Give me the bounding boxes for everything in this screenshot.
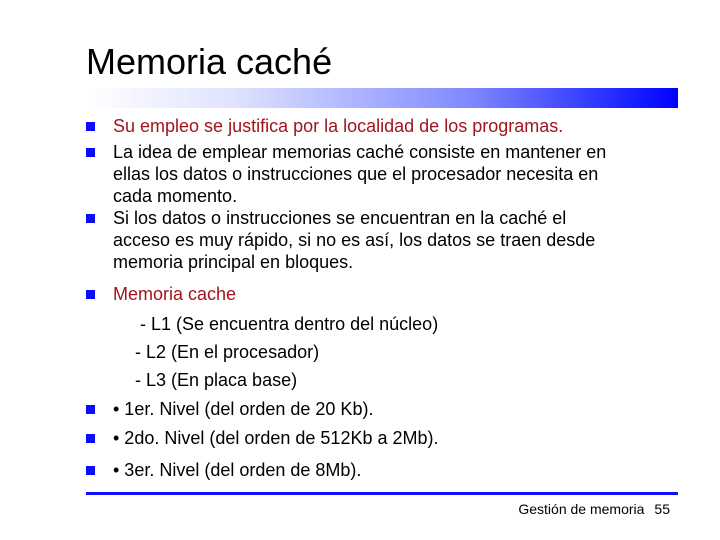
bullet-item-nivel-2: • 2do. Nivel (del orden de 512Kb a 2Mb). bbox=[113, 428, 439, 448]
bullet-item-nivel-1: • 1er. Nivel (del orden de 20 Kb). bbox=[113, 399, 374, 419]
sub-item-l3: - L3 (En placa base) bbox=[135, 370, 298, 390]
bullet-item-acceso-line-1: Si los datos o instrucciones se encuentran en la caché el bbox=[113, 208, 567, 228]
bullet-square-icon bbox=[86, 466, 95, 475]
bullet-square-icon bbox=[86, 214, 95, 223]
footer-text: Gestión de memoria bbox=[518, 501, 645, 517]
bullet-item-acceso-line-3: memoria principal en bloques. bbox=[113, 252, 354, 272]
bullet-square-icon bbox=[86, 290, 95, 299]
sub-item-l1: - L1 (Se encuentra dentro del núcleo) bbox=[140, 314, 439, 334]
bullet-item-idea-line-3: cada momento. bbox=[113, 186, 238, 206]
bullet-square-icon bbox=[86, 434, 95, 443]
bullet-item-nivel-3: • 3er. Nivel (del orden de 8Mb). bbox=[113, 460, 362, 480]
bullet-item-acceso-line-2: acceso es muy rápido, si no es así, los datos se traen desde bbox=[113, 230, 596, 250]
footer-rule bbox=[86, 492, 678, 495]
bullet-item-idea-line-2: ellas los datos o instrucciones que el procesador necesita en bbox=[113, 164, 599, 184]
sub-item-l2: - L2 (En el procesador) bbox=[135, 342, 320, 362]
title-gradient-bar bbox=[86, 88, 678, 108]
bullet-item-memoria-cache: Memoria cache bbox=[113, 284, 237, 304]
bullet-square-icon bbox=[86, 122, 95, 131]
bullet-square-icon bbox=[86, 405, 95, 414]
bullet-square-icon bbox=[86, 148, 95, 157]
bullet-item-localidad: Su empleo se justifica por la localidad de los programas. bbox=[113, 116, 564, 136]
page-number: 55 bbox=[654, 501, 670, 517]
footer bbox=[518, 500, 670, 518]
bullet-item-idea-line-1: La idea de emplear memorias caché consiste en mantener en bbox=[113, 142, 607, 162]
slide-title: Memoria caché bbox=[86, 41, 333, 82]
